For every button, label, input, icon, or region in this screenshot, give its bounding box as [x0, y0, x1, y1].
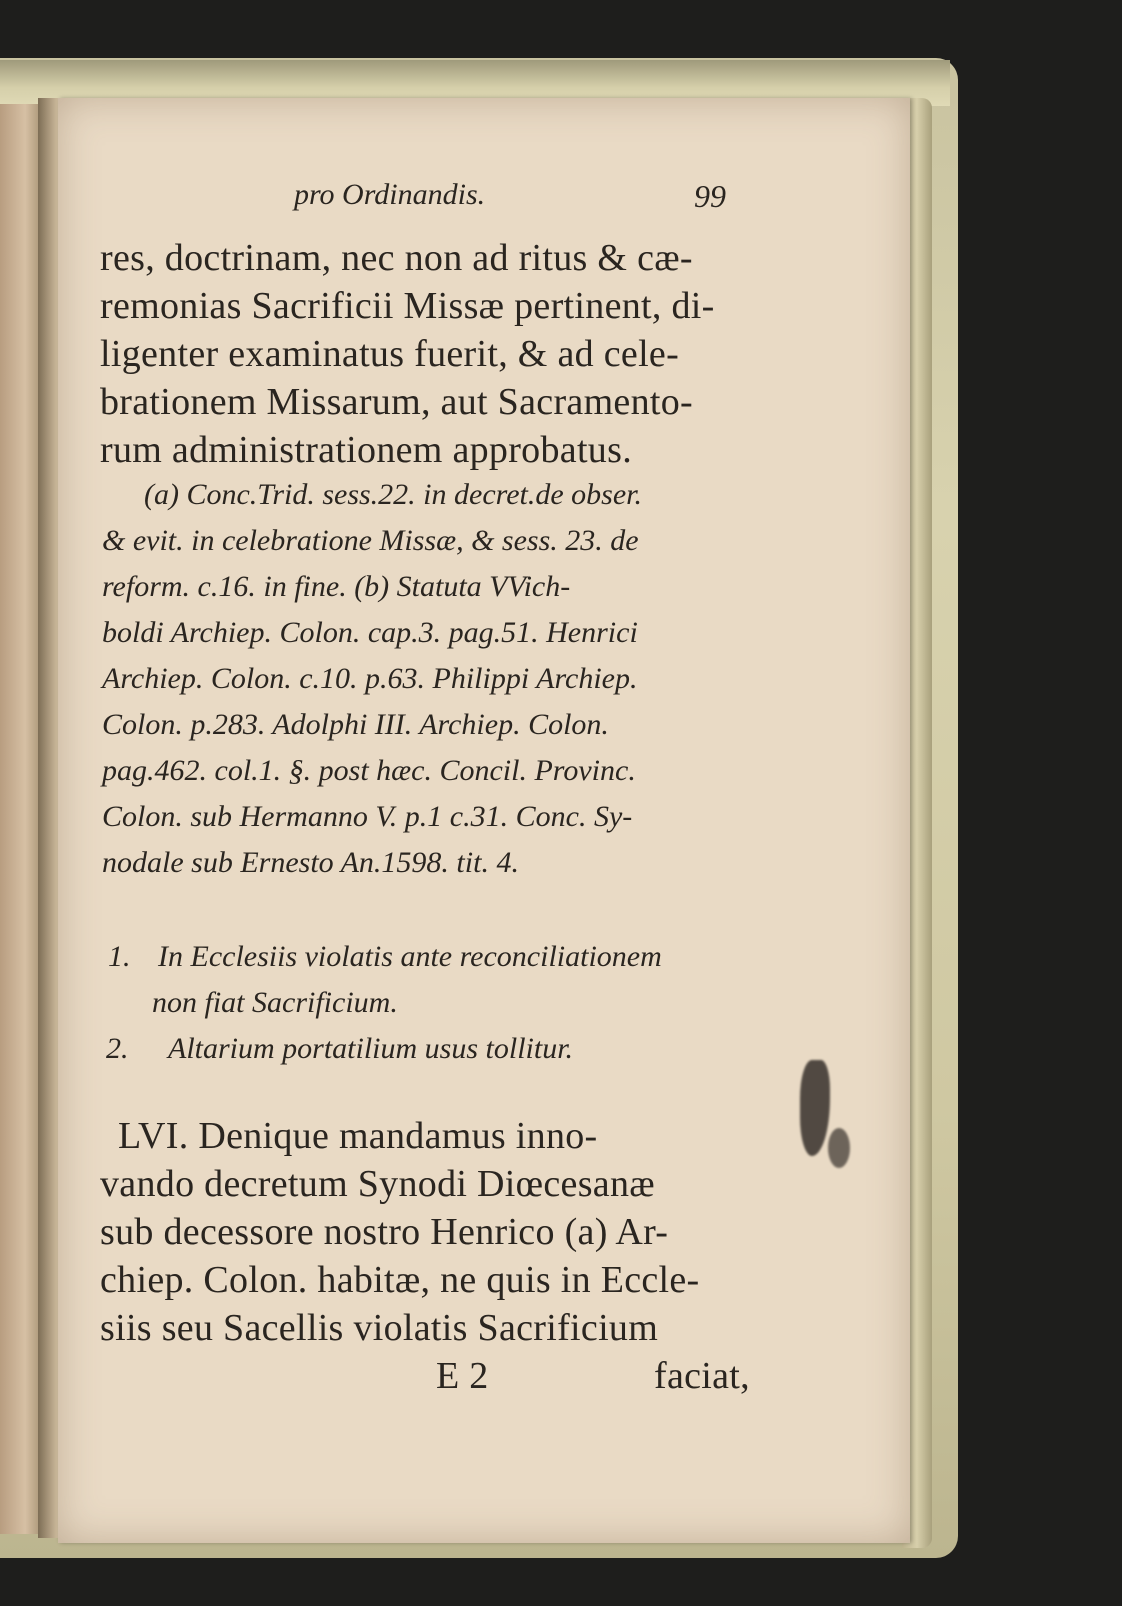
note-line-6: Colon. p.283. Adolphi III. Archiep. Colon.	[102, 708, 609, 741]
body-line-2: remonias Sacrificii Missæ pertinent, di-	[100, 285, 715, 327]
body-line-6: LVI. Denique mandamus inno-	[118, 1115, 598, 1157]
body-line-7: vando decretum Synodi Diœcesanæ	[100, 1163, 655, 1205]
signature-mark: E 2	[436, 1355, 489, 1397]
body-line-1: res, doctrinam, nec non ad ritus & cæ-	[100, 237, 693, 279]
body-line-5: rum administrationem approbatus.	[100, 429, 632, 471]
summary-line-3: Altarium portatilium usus tollitur.	[168, 1032, 574, 1065]
running-head: pro Ordinandis.	[294, 178, 486, 211]
body-line-4: brationem Missarum, aut Sacramento-	[100, 381, 694, 423]
body-line-3: ligenter examinatus fuerit, & ad cele-	[100, 333, 680, 375]
note-line-2: & evit. in celebratione Missæ, & sess. 23. de	[102, 524, 639, 557]
body-line-8: sub decessore nostro Henrico (a) Ar-	[100, 1211, 669, 1253]
body-line-10: siis seu Sacellis violatis Sacrificium	[100, 1307, 659, 1349]
book-page	[58, 98, 910, 1543]
note-line-4: boldi Archiep. Colon. cap.3. pag.51. Henrici	[102, 616, 638, 649]
note-line-3: reform. c.16. in fine. (b) Statuta VVich-	[102, 570, 571, 603]
note-line-8: Colon. sub Hermanno V. p.1 c.31. Conc. Sy-	[102, 800, 633, 833]
summary-number-1: 1.	[108, 940, 131, 973]
note-line-9: nodale sub Ernesto An.1598. tit. 4.	[102, 846, 519, 879]
facing-page-edge	[0, 104, 42, 1534]
summary-line-2: non fiat Sacrificium.	[152, 986, 398, 1019]
summary-number-2: 2.	[106, 1032, 129, 1065]
ink-blot	[800, 1060, 830, 1156]
note-line-5: Archiep. Colon. c.10. p.63. Philippi Archiep.	[102, 662, 638, 695]
body-line-9: chiep. Colon. habitæ, ne quis in Eccle-	[100, 1259, 700, 1301]
ink-blot-small	[828, 1128, 850, 1168]
note-line-1: (a) Conc.Trid. sess.22. in decret.de obser.	[144, 478, 643, 511]
note-line-7: pag.462. col.1. §. post hæc. Concil. Provinc.	[102, 754, 636, 787]
summary-line-1: In Ecclesiis violatis ante reconciliationem	[158, 940, 662, 973]
page-number: 99	[694, 178, 726, 214]
catchword: faciat,	[654, 1355, 750, 1397]
